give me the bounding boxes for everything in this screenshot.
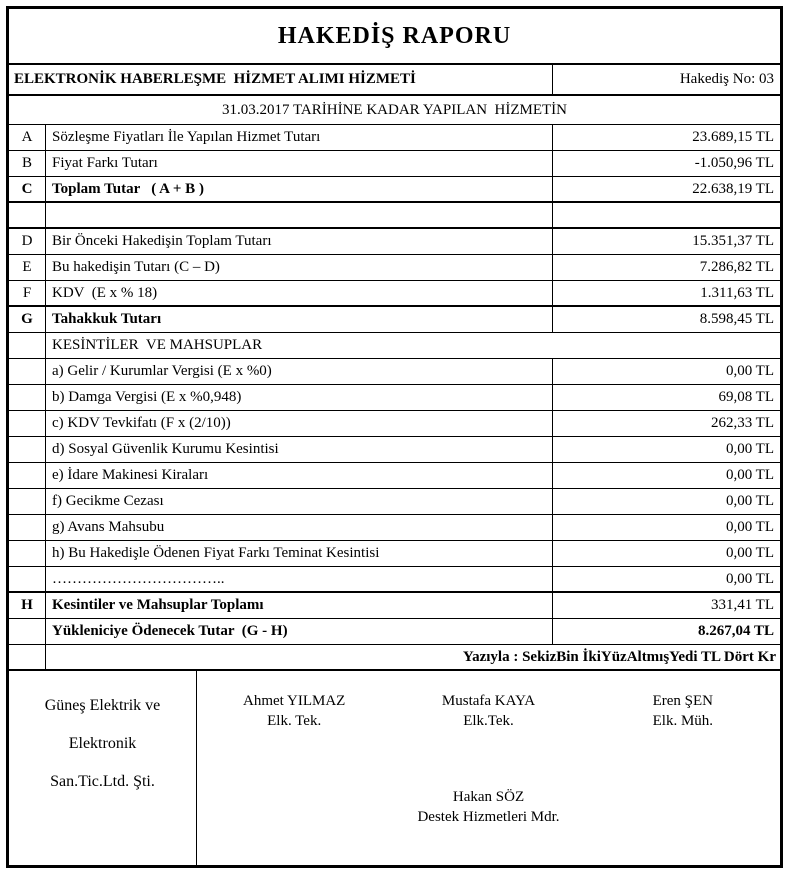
row-letter bbox=[9, 515, 46, 540]
signer-name: Eren ŞEN bbox=[652, 693, 714, 709]
contractor-name-line: Güneş Elektrik ve bbox=[44, 697, 161, 714]
row-letter: D bbox=[9, 229, 46, 254]
row-label: Fiyat Farkı Tutarı bbox=[46, 151, 553, 176]
row-label: KDV (E x % 18) bbox=[46, 281, 553, 305]
row-letter: A bbox=[9, 125, 46, 150]
table-row bbox=[9, 151, 780, 177]
row-letter: C bbox=[9, 177, 46, 201]
row-label: e) İdare Makinesi Kiraları bbox=[46, 463, 553, 488]
table-row bbox=[9, 593, 780, 619]
amounts-table bbox=[9, 125, 780, 671]
row-label: a) Gelir / Kurumlar Vergisi (E x %0) bbox=[46, 359, 553, 384]
row-letter bbox=[9, 203, 46, 227]
table-row bbox=[9, 177, 780, 203]
row-value: 0,00 TL bbox=[725, 441, 774, 457]
table-row bbox=[9, 489, 780, 515]
row-value: 1.311,63 TL bbox=[700, 284, 774, 301]
period-statement: 31.03.2017 TARİHİNE KADAR YAPILAN HİZMETİN bbox=[9, 96, 780, 125]
row-label: f) Gecikme Cezası bbox=[46, 489, 553, 514]
signer-title: Elk. Müh. bbox=[652, 713, 714, 729]
document-title: HAKEDİŞ RAPORU bbox=[9, 9, 780, 65]
row-value: 0,00 TL bbox=[725, 363, 774, 379]
row-letter: G bbox=[9, 307, 46, 332]
row-value: 0,00 TL bbox=[725, 545, 774, 561]
row-value: 0,00 TL bbox=[725, 570, 774, 587]
row-label: Bu hakedişin Tutarı (C – D) bbox=[46, 255, 553, 280]
contractor-name-line: Elektronik bbox=[68, 735, 137, 752]
row-label: Bir Önceki Hakedişin Toplam Tutarı bbox=[46, 229, 553, 254]
row-label: Tahakkuk Tutarı bbox=[46, 307, 553, 332]
contractor-block bbox=[9, 671, 197, 865]
row-value: 0,00 TL bbox=[725, 493, 774, 509]
section-header: KESİNTİLER VE MAHSUPLAR bbox=[52, 337, 263, 353]
hakedis-report-document bbox=[6, 6, 783, 868]
row-label: Kesintiler ve Mahsuplar Toplamı bbox=[46, 593, 553, 618]
service-subject: ELEKTRONİK HABERLEŞME HİZMET ALIMI HİZMETİ bbox=[9, 65, 553, 94]
row-letter bbox=[9, 645, 46, 669]
table-row bbox=[9, 385, 780, 411]
header-row bbox=[9, 65, 780, 96]
row-letter bbox=[9, 385, 46, 410]
hakedis-number: Hakediş No: 03 bbox=[679, 71, 774, 87]
table-row bbox=[9, 619, 780, 645]
row-value: 0,00 TL bbox=[725, 519, 774, 535]
row-letter: F bbox=[9, 281, 46, 305]
row-value: 69,08 TL bbox=[718, 389, 774, 405]
row-label: b) Damga Vergisi (E x %0,948) bbox=[46, 385, 553, 410]
row-letter bbox=[9, 437, 46, 462]
table-row bbox=[9, 437, 780, 463]
row-value: -1.050,96 TL bbox=[694, 155, 774, 171]
row-value bbox=[553, 203, 780, 227]
row-value: 22.638,19 TL bbox=[692, 180, 774, 197]
signer-name: Ahmet YILMAZ bbox=[242, 693, 346, 709]
contractor-name-line: San.Tic.Ltd. Şti. bbox=[50, 773, 155, 790]
signers-block bbox=[197, 671, 780, 865]
row-label: Sözleşme Fiyatları İle Yapılan Hizmet Tutarı bbox=[46, 125, 553, 150]
row-label: Yükleniciye Ödenecek Tutar (G - H) bbox=[46, 619, 553, 644]
row-value: 262,33 TL bbox=[710, 415, 774, 431]
table-row bbox=[9, 307, 780, 333]
row-label: h) Bu Hakedişle Ödenen Fiyat Farkı Teminat Kesintisi bbox=[46, 541, 553, 566]
row-label: Toplam Tutar ( A + B ) bbox=[46, 177, 553, 201]
amount-in-words: Yazıyla : SekizBin İkiYüzAltmışYedi TL Dört Kr bbox=[462, 648, 776, 665]
row-letter bbox=[9, 489, 46, 514]
row-letter: E bbox=[9, 255, 46, 280]
row-letter bbox=[9, 463, 46, 488]
signers-row bbox=[197, 671, 780, 731]
row-letter bbox=[9, 541, 46, 566]
signer-title: Elk.Tek. bbox=[463, 713, 514, 729]
table-row bbox=[9, 541, 780, 567]
table-row bbox=[9, 463, 780, 489]
row-letter: B bbox=[9, 151, 46, 176]
table-row bbox=[9, 333, 780, 359]
table-row bbox=[9, 411, 780, 437]
signature-section bbox=[9, 671, 780, 865]
row-letter bbox=[9, 333, 46, 358]
table-row bbox=[9, 281, 780, 307]
table-row bbox=[9, 203, 780, 229]
row-label: g) Avans Mahsubu bbox=[46, 515, 553, 540]
table-row bbox=[9, 255, 780, 281]
row-label: d) Sosyal Güvenlik Kurumu Kesintisi bbox=[46, 437, 553, 462]
approver-name: Hakan SÖZ bbox=[452, 789, 525, 805]
row-label: …………………………….. bbox=[46, 567, 553, 591]
row-value: 331,41 TL bbox=[710, 597, 774, 613]
row-value: 8.598,45 TL bbox=[699, 311, 774, 327]
row-letter bbox=[9, 619, 46, 644]
signer-block bbox=[391, 691, 585, 731]
row-value: 7.286,82 TL bbox=[699, 259, 774, 275]
signer-title: Elk. Tek. bbox=[267, 713, 322, 729]
signer-block bbox=[197, 691, 391, 731]
approver-block bbox=[197, 787, 780, 827]
row-letter bbox=[9, 567, 46, 591]
signer-name: Mustafa KAYA bbox=[441, 693, 536, 709]
row-value: 8.267,04 TL bbox=[698, 623, 774, 639]
table-row bbox=[9, 229, 780, 255]
row-value: 15.351,37 TL bbox=[692, 233, 774, 249]
row-letter bbox=[9, 359, 46, 384]
row-letter: H bbox=[9, 593, 46, 618]
row-label: c) KDV Tevkifatı (F x (2/10)) bbox=[46, 411, 553, 436]
table-row bbox=[9, 125, 780, 151]
approver-title: Destek Hizmetleri Mdr. bbox=[417, 809, 560, 825]
signer-block bbox=[586, 691, 780, 731]
row-letter bbox=[9, 411, 46, 436]
table-row bbox=[9, 567, 780, 593]
table-row bbox=[9, 645, 780, 671]
table-row bbox=[9, 359, 780, 385]
row-value: 0,00 TL bbox=[725, 467, 774, 483]
row-label bbox=[46, 203, 553, 227]
table-row bbox=[9, 515, 780, 541]
row-value: 23.689,15 TL bbox=[692, 129, 774, 145]
